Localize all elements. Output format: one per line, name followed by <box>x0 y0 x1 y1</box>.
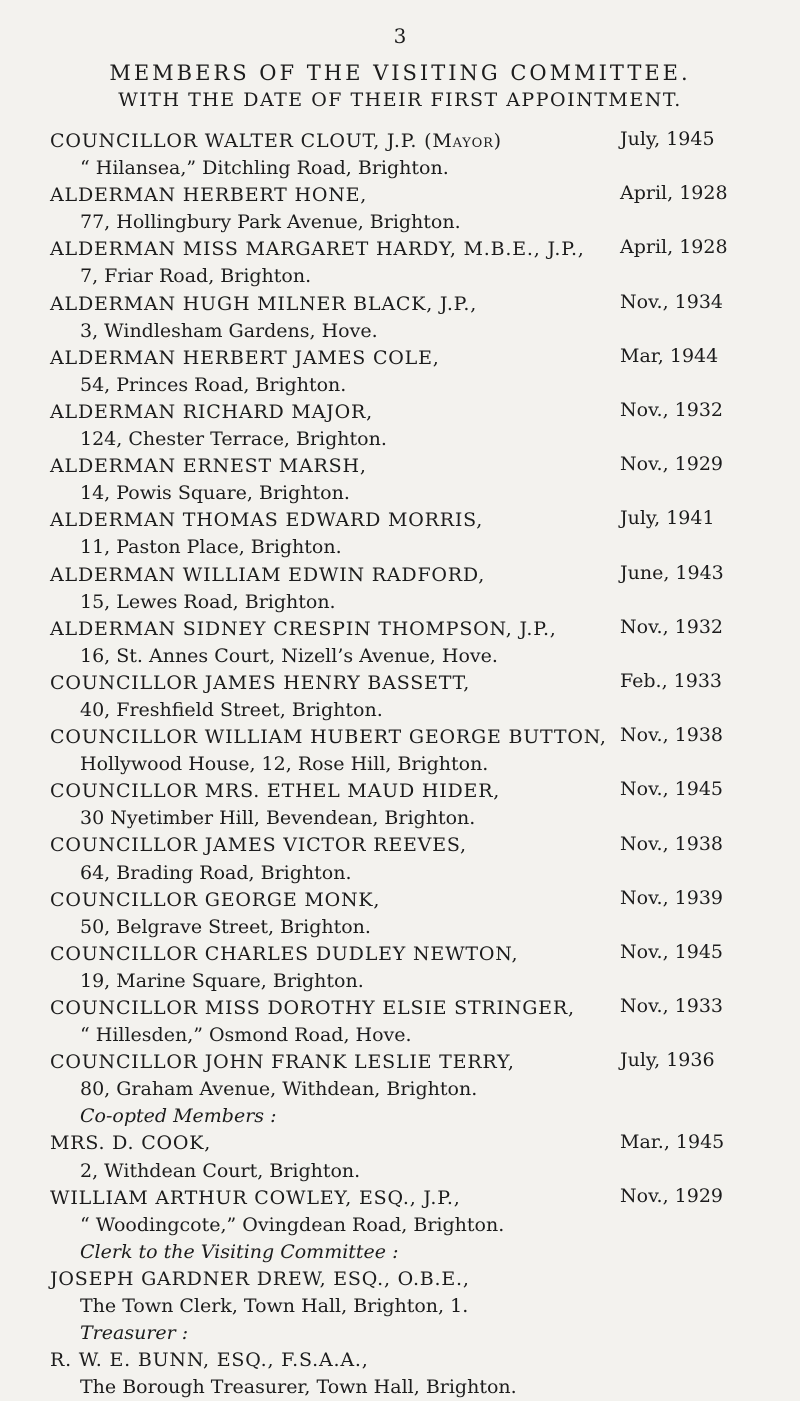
member-address: “ Hilansea,” Ditchling Road, Brighton. <box>80 157 449 180</box>
member-name: COUNCILLOR MRS. ETHEL MAUD HIDER, <box>50 780 501 803</box>
appointment-date: Nov., 1932 <box>620 399 724 421</box>
coopted-label: Co-opted Members : <box>80 1105 277 1128</box>
member-name: ALDERMAN ERNEST MARSH, <box>50 455 367 478</box>
member-name: COUNCILLOR WILLIAM HUBERT GEORGE BUTTON, <box>50 726 607 749</box>
member-address: 124, Chester Terrace, Brighton. <box>80 428 387 451</box>
treasurer-address: The Borough Treasurer, Town Hall, Brighton. <box>80 1376 517 1399</box>
member-name: ALDERMAN HERBERT JAMES COLE, <box>50 346 440 369</box>
member-name: COUNCILLOR JOHN FRANK LESLIE TERRY, <box>50 1051 515 1074</box>
member-address: 2, Withdean Court, Brighton. <box>80 1159 361 1182</box>
clerk-address: The Town Clerk, Town Hall, Brighton, 1. <box>80 1295 469 1318</box>
member-address: 40, Freshfield Street, Brighton. <box>80 698 383 721</box>
appointment-date: Nov., 1945 <box>620 778 724 801</box>
member-name: ALDERMAN HERBERT HONE, <box>50 184 368 207</box>
appointment-date: Mar., 1945 <box>620 1130 725 1153</box>
page-subheading: WITH THE DATE OF THEIR FIRST APPOINTMENT. <box>118 89 682 111</box>
member-name: COUNCILLOR WALTER CLOUT, J.P. (Mayor) <box>50 130 502 152</box>
page-number: 3 <box>393 24 407 48</box>
member-address: 7, Friar Road, Brighton. <box>80 265 312 288</box>
member-address: “ Hillesden,” Osmond Road, Hove. <box>80 1024 412 1047</box>
page-heading: MEMBERS OF THE VISITING COMMITTEE. <box>109 61 691 85</box>
member-name: ALDERMAN WILLIAM EDWIN RADFORD, <box>50 563 486 586</box>
appointment-date: Nov., 1945 <box>620 941 724 963</box>
appointment-date: July, 1941 <box>620 507 715 530</box>
member-name: MRS. D. COOK, <box>50 1132 212 1155</box>
appointment-date: Nov., 1934 <box>620 290 724 313</box>
members-list <box>50 128 785 1401</box>
member-name: ALDERMAN HUGH MILNER BLACK, J.P., <box>50 292 478 315</box>
member-name: COUNCILLOR CHARLES DUDLEY NEWTON, <box>50 942 519 965</box>
clerk-name: JOSEPH GARDNER DREW, ESQ., O.B.E., <box>50 1267 470 1290</box>
member-address: Hollywood House, 12, Rose Hill, Brighton. <box>80 753 489 776</box>
member-address: 77, Hollingbury Park Avenue, Brighton. <box>80 211 461 234</box>
member-address: 16, St. Annes Court, Nizell’s Avenue, Hove. <box>80 644 498 667</box>
appointment-date: Feb., 1933 <box>620 670 723 692</box>
member-address: “ Woodingcote,” Ovingdean Road, Brighton. <box>80 1213 505 1236</box>
treasurer-label: Treasurer : <box>80 1322 189 1345</box>
member-name: ALDERMAN MISS MARGARET HARDY, M.B.E., J.P., <box>50 238 585 261</box>
appointment-date: Nov., 1933 <box>620 995 724 1018</box>
member-name: ALDERMAN SIDNEY CRESPIN THOMPSON, J.P., <box>50 617 557 640</box>
member-address: 15, Lewes Road, Brighton. <box>80 590 336 613</box>
appointment-date: Nov., 1929 <box>620 453 724 476</box>
member-address: 3, Windlesham Gardens, Hove. <box>80 319 378 342</box>
member-address: 80, Graham Avenue, Withdean, Brighton. <box>80 1078 478 1101</box>
appointment-date: June, 1943 <box>620 561 724 584</box>
appointment-date: Mar, 1944 <box>620 344 719 367</box>
member-name: COUNCILLOR GEORGE MONK, <box>50 888 381 911</box>
member-name: WILLIAM ARTHUR COWLEY, ESQ., J.P., <box>50 1186 461 1209</box>
appointment-date: Nov., 1932 <box>620 615 724 638</box>
member-address: 50, Belgrave Street, Brighton. <box>80 915 371 938</box>
member-address: 14, Powis Square, Brighton. <box>80 482 350 505</box>
member-name: COUNCILLOR MISS DOROTHY ELSIE STRINGER, <box>50 997 575 1019</box>
member-name: ALDERMAN RICHARD MAJOR, <box>50 400 373 423</box>
appointment-date: July, 1945 <box>620 128 715 150</box>
appointment-date: Nov., 1939 <box>620 886 724 909</box>
member-name: COUNCILLOR JAMES VICTOR REEVES, <box>50 834 467 857</box>
member-address: 64, Brading Road, Brighton. <box>80 861 352 884</box>
appointment-date: April, 1928 <box>620 182 728 205</box>
appointment-date: Nov., 1938 <box>620 832 724 855</box>
clerk-label: Clerk to the Visiting Committee : <box>80 1240 399 1263</box>
appointment-date: Nov., 1938 <box>620 724 724 747</box>
appointment-date: July, 1936 <box>620 1049 715 1072</box>
member-address: 30 Nyetimber Hill, Bevendean, Brighton. <box>80 807 476 830</box>
member-address: 54, Princes Road, Brighton. <box>80 373 347 396</box>
appointment-date: April, 1928 <box>620 236 728 259</box>
appointment-date: Nov., 1929 <box>620 1184 724 1207</box>
member-name: COUNCILLOR JAMES HENRY BASSETT, <box>50 671 471 694</box>
treasurer-name: R. W. E. BUNN, ESQ., F.S.A.A., <box>50 1349 369 1372</box>
member-address: 19, Marine Square, Brighton. <box>80 969 364 992</box>
member-name: ALDERMAN THOMAS EDWARD MORRIS, <box>50 509 484 532</box>
member-address: 11, Paston Place, Brighton. <box>80 536 342 559</box>
